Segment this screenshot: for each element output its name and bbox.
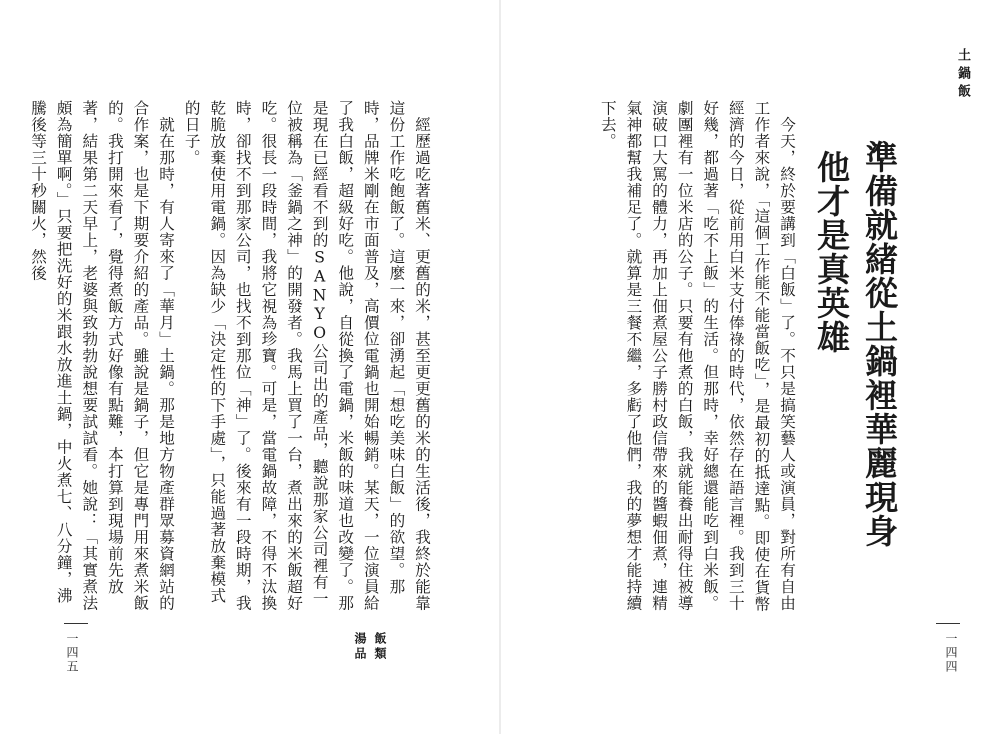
folio-rule-left xyxy=(64,623,88,624)
chapter-title-line-2: 他才是真英雄 xyxy=(812,150,851,354)
page-gutter xyxy=(499,0,501,734)
left-paragraph-2: 就在那時，有人寄來了「華月」土鍋。那是地方物產群眾募資網站的合作案，也是下期要介紹的產品。雖說是鍋子，但它是專門用來煮米飯的。我打開來看了，覺得煮飯方式好像有點難，本打算到現場前先放著，結果第二天早上，老婆與致勃勃說想要試試看。她說：「其實煮法頗為簡單啊。」只要把洗好的米跟水放進土鍋，中火煮七、八分鐘，沸騰後等三十秒關火，然後 xyxy=(29,100,176,612)
section-tag-rice: 飯類 xyxy=(373,632,387,662)
left-paragraph-1: 經歷過吃著舊米、更舊的米，甚至更更舊的米的生活後，我終於能靠這份工作吃飽飯了。這麼一來，卻湧起「想吃美味白飯」的欲望。那時，品牌米剛在市面普及，高價位電鍋也開始暢銷。某天，一位演員給了我白飯，超級好吃。他說，自從換了電鍋，米飯的味道也改變了。那是現在已經看不到的SANYO公司出的產品，聽說那家公司裡有一位被稱為「釜鍋之神」的開發者。我馬上買了一台，煮出來的米飯超好吃。很長一段時間，我將它視為珍寶。可是，當電鍋故障，不得不汰換時，卻找不到那家公司，也找不到那位「神」了。後來有一段時期，我乾脆放棄使用電鍋。因為缺少「決定性的下手處」，只能過著放棄模式的日子。 xyxy=(182,100,431,612)
section-tag-soup: 湯品 xyxy=(353,632,367,662)
right-page-body xyxy=(594,100,799,620)
running-head: 土鍋飯 xyxy=(955,48,970,102)
left-page-body xyxy=(25,100,435,620)
right-paragraph-1: 今天，終於要講到「白飯」了。不只是搞笑藝人或演員，對所有自由工作者來說，「這個工作能不能當飯吃」，是最初的抵達點。即使在貨幣經濟的今日，從前用白米支付俸祿的時代，依然存在語言裡。我到三十好幾，都過著「吃不上飯」的生活。但那時，幸好總還能吃到白米飯。劇團裡有一位米店的公子。只要有他煮的白飯，我就能養出耐得住被導演破口大罵的體力，再加上佃煮屋公子勝村政信帶來的醬蝦佃煮，連精氣神都幫我補足了。就算是三餐不繼，多虧了他們，我的夢想才能持續下去。 xyxy=(598,100,796,613)
folio-right: 一四四 xyxy=(944,632,958,674)
chapter-title-line-1: 準備就緒從土鍋裡華麗現身 xyxy=(860,140,899,548)
folio-rule-right xyxy=(936,623,960,624)
folio-left: 一四五 xyxy=(65,632,79,674)
